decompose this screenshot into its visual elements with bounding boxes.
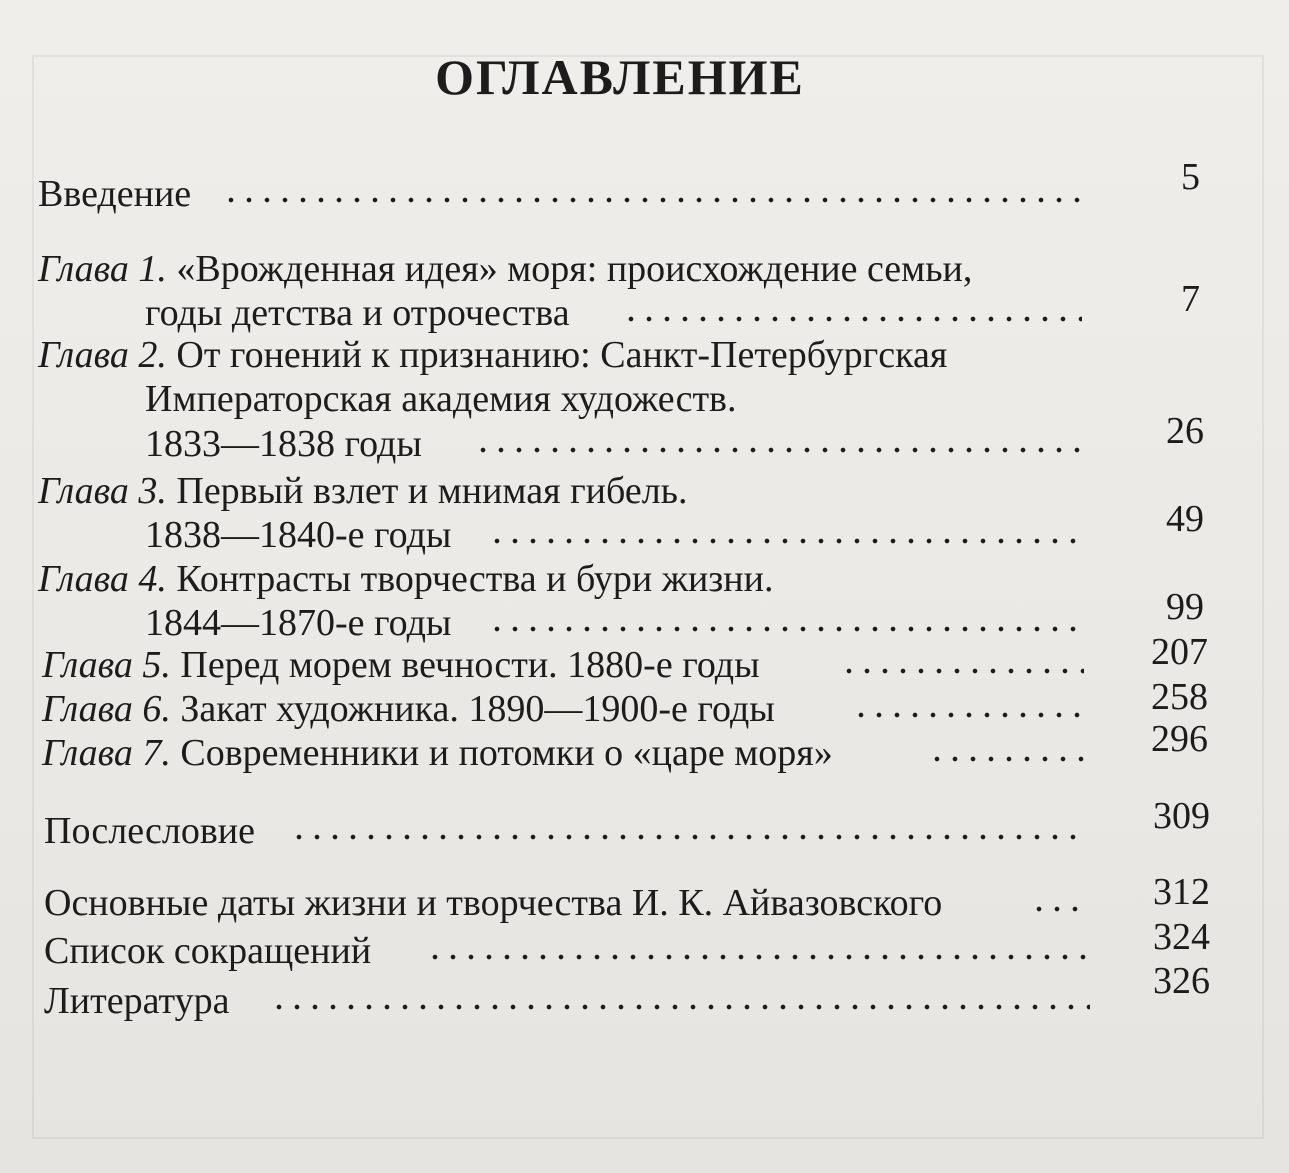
- dot-leader: [622, 316, 1082, 322]
- chapter-title-line: 1838—1840-е годы: [145, 514, 452, 556]
- toc-ch1-page: 7: [1181, 278, 1200, 320]
- chapter-label: Глава 4.: [38, 558, 167, 600]
- chapter-label: Глава 6.: [42, 688, 171, 730]
- toc-entry-ch4: [38, 560, 773, 598]
- toc-ch4-page: 99: [1166, 586, 1204, 628]
- toc-entry-dates: [44, 884, 942, 922]
- chapter-title-line: От гонений к признанию: Санкт-Петербургская: [176, 334, 948, 376]
- toc-abbr-text: Список сокращений: [44, 930, 372, 972]
- chapter-title-line: 1833—1838 годы: [145, 423, 422, 465]
- chapter-title-line: Перед морем вечности. 1880-е годы: [180, 644, 760, 686]
- dot-leader: [488, 626, 1084, 632]
- toc-ch7-page: 296: [1151, 718, 1208, 760]
- toc-ch2-page: 26: [1166, 410, 1204, 452]
- chapter-title-line: Императорская академия художеств.: [145, 378, 737, 420]
- dot-leader: [222, 197, 1080, 203]
- page-title: ОГЛАВЛЕНИЕ: [435, 49, 805, 105]
- dot-leader: [1030, 906, 1090, 912]
- chapter-label: Глава 1.: [38, 248, 167, 290]
- chapter-title-line: Первый взлет и мнимая гибель.: [176, 470, 688, 512]
- toc-entry-ch3: [38, 472, 687, 510]
- toc-dates-page: 312: [1153, 871, 1210, 913]
- toc-ch5-page: 207: [1151, 631, 1208, 673]
- dot-leader: [426, 954, 1090, 960]
- toc-entry-lit: [44, 982, 229, 1020]
- toc-intro-page: 5: [1181, 156, 1200, 198]
- toc-entry-intro: [38, 175, 191, 213]
- chapter-title-line: Закат художника. 1890—1900-е годы: [180, 688, 775, 730]
- toc-entry-ch6: [42, 690, 775, 728]
- chapter-title-line: Контрасты творчества и бури жизни.: [176, 558, 774, 600]
- chapter-label: Глава 3.: [38, 470, 167, 512]
- toc-ch3-page: 49: [1166, 498, 1204, 540]
- dot-leader: [928, 756, 1084, 762]
- toc-afterword-text: Послесловие: [44, 810, 256, 852]
- toc-entry-afterword: [44, 812, 255, 850]
- toc-lit-text: Литература: [44, 980, 230, 1022]
- chapter-title-line: годы детства и отрочества: [145, 292, 570, 334]
- dot-leader: [852, 712, 1084, 718]
- toc-intro-text: Введение: [38, 173, 192, 215]
- toc-entry-ch5: [42, 646, 760, 684]
- dot-leader: [270, 1004, 1090, 1010]
- chapter-label: Глава 5.: [42, 644, 171, 686]
- chapter-title-line: «Врожденная идея» моря: происхождение семьи,: [176, 248, 973, 290]
- toc-afterword-page: 309: [1153, 795, 1210, 837]
- chapter-title-line: 1844—1870-е годы: [145, 602, 452, 644]
- dot-leader: [290, 834, 1088, 840]
- toc-ch6-page: 258: [1151, 676, 1208, 718]
- toc-entry-abbr: [44, 932, 371, 970]
- toc-dates-text: Основные даты жизни и творчества И. К. Айвазовского: [44, 882, 943, 924]
- dot-leader: [474, 447, 1082, 453]
- dot-leader: [840, 668, 1084, 674]
- toc-entry-ch1: [38, 250, 972, 288]
- toc-entry-ch7: [42, 734, 833, 772]
- chapter-label: Глава 7.: [42, 732, 171, 774]
- toc-entry-ch2: [38, 336, 947, 374]
- dot-leader: [488, 538, 1084, 544]
- chapter-label: Глава 2.: [38, 334, 167, 376]
- toc-abbr-page: 324: [1153, 916, 1210, 958]
- chapter-title-line: Современники и потомки о «царе моря»: [180, 732, 833, 774]
- toc-lit-page: 326: [1153, 960, 1210, 1002]
